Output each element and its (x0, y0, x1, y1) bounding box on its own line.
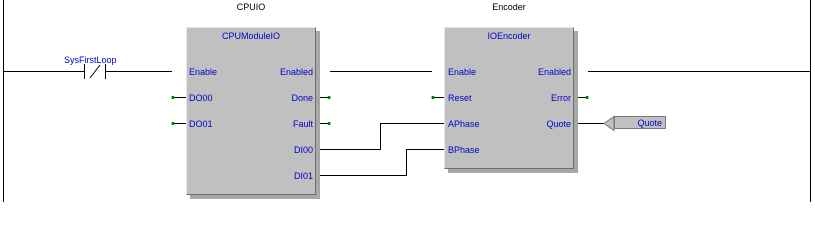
output-tag-arrow (604, 117, 614, 131)
cpu-instance-name: CPUIO (236, 2, 266, 12)
pin-label-error: Error (551, 93, 571, 103)
pin-label-enable: Enable (189, 67, 218, 77)
pin-label-enabled: Enabled (279, 67, 313, 77)
pin-label-do00: DO00 (189, 93, 213, 103)
pin-do01-dot (171, 122, 174, 125)
pin-fault-dot (327, 122, 330, 125)
pin-label-enabled: Enabled (537, 67, 571, 77)
pin-label-enable: Enable (448, 67, 477, 77)
pin-label-di01: DI01 (293, 171, 313, 181)
wire-di01-bphase (316, 150, 444, 176)
contact-label[interactable]: SysFirstLoop (64, 55, 117, 65)
pin-label-di00: DI00 (293, 145, 313, 155)
pin-reset-dot (431, 96, 434, 99)
output-variable-quote[interactable]: Quote (614, 116, 666, 129)
block-title: IOEncoder (487, 31, 531, 41)
wire-di00-aphase (316, 124, 444, 150)
block-title: CPUModuleIO (221, 31, 281, 41)
pin-done-dot (327, 96, 330, 99)
pin-label-aphase: APhase (448, 119, 480, 129)
pin-label-do01: DO01 (189, 119, 213, 129)
pin-error-dot (585, 96, 588, 99)
pin-label-done: Done (291, 93, 313, 103)
pin-do00-dot (171, 96, 174, 99)
pin-label-fault: Fault (292, 119, 313, 129)
function-block-cpumoduleio[interactable] (186, 27, 316, 195)
pin-label-bphase: BPhase (448, 145, 480, 155)
normally-closed-contact (85, 64, 106, 79)
pin-label-reset: Reset (448, 93, 472, 103)
pin-label-quote: Quote (546, 119, 571, 129)
encoder-instance-name: Encoder (492, 2, 526, 12)
